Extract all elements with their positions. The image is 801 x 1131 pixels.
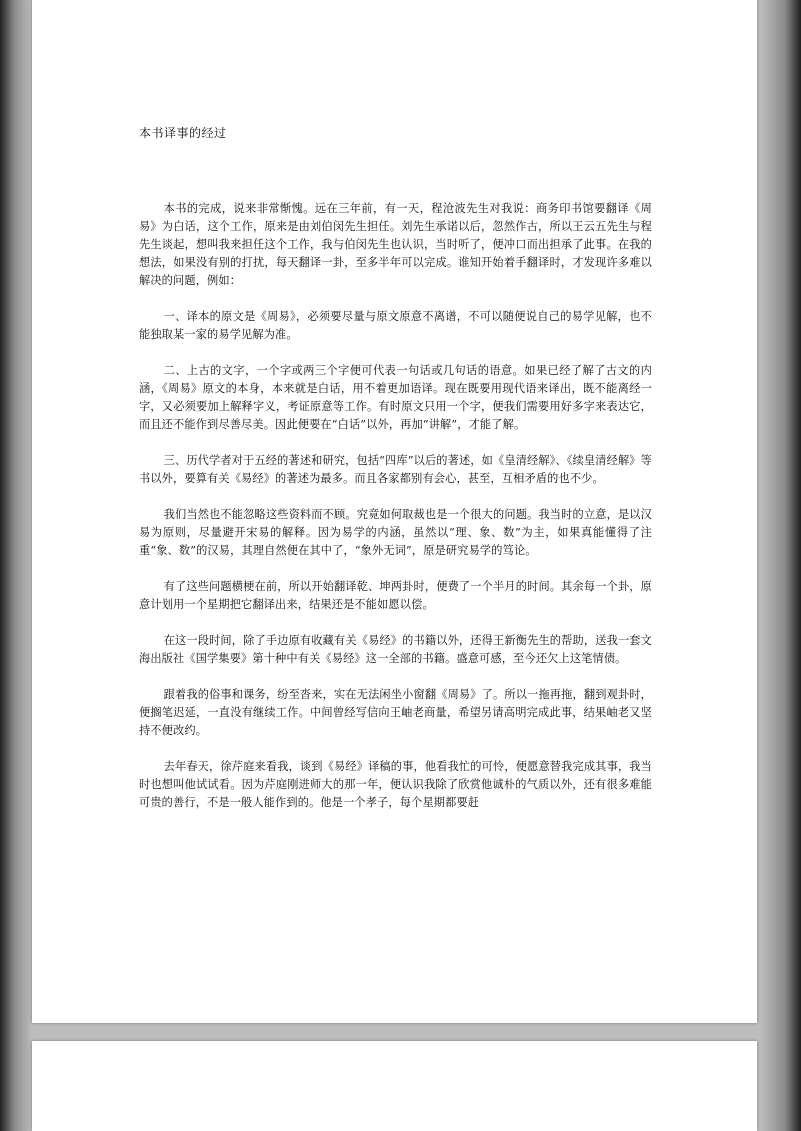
document-page-1 xyxy=(32,0,757,1023)
paragraph-2: 一、译本的原文是《周易》，必须要尽量与原文原意不离谱，不可以随便说自己的易学见解，也不能独取某一家的易学见解为准。 xyxy=(139,310,652,341)
paragraph-1: 本书的完成，说来非常惭愧。远在三年前，有一天，程沧波先生对我说：商务印书馆要翻译《周易》为白话，这个工作，原来是由刘伯闵先生担任。刘先生承诺以后，忽然作古，所以王云五先生与程先生谈起，想叫我来担任这个工作，我与伯闵先生也认识，当时听了，便冲口而出担承了此事。在我的想法，如果没有别的打扰，每天翻译一卦，至多半年可以完成。谁知开始着手翻译时，才发现许多难以解决的问题，例如： xyxy=(139,202,652,287)
paragraph-3: 二、上古的文字，一个字或两三个字便可代表一句话或几句话的语意。如果已经了解了古文的内涵，《周易》原文的本身，本来就是白话，用不着更加语译。现在既要用现代语来译出，既不能离经一字，又必须要加上解释字义，考证原意等工作。有时原文只用一个字，便我们需要用好多字来表达它，而且还不能作到尽善尽美。因此便要在“白话”以外，再加“讲解”，才能了解。 xyxy=(139,364,652,431)
document-body xyxy=(139,200,652,830)
paragraph-4: 三、历代学者对于五经的著述和研究，包括“四库”以后的著述，如《皇清经解》、《续皇清经解》等书以外，要算有关《易经》的著述为最多。而且各家都别有会心，甚至，互相矛盾的也不少。 xyxy=(139,454,652,485)
document-title: 本书译事的经过 xyxy=(139,126,227,140)
paragraph-5: 我们当然也不能忽略这些资料而不顾。究竟如何取裁也是一个很大的问题。我当时的立意，是以汉易为原则，尽量避开宋易的解释。因为易学的内涵，虽然以“理、象、数”为主，如果真能懂得了注重“象、数”的汉易，其理自然便在其中了，“象外无词”，原是研究易学的笃论。 xyxy=(139,508,652,557)
document-page-2 xyxy=(32,1041,757,1131)
paragraph-8: 跟着我的俗事和课务，纷至沓来，实在无法闲坐小窗翻《周易》了。所以一拖再拖，翻到观卦时，便搁笔迟延，一直没有继续工作。中间曾经写信向王岫老商量，希望另请高明完成此事，结果岫老又坚持不便改约。 xyxy=(139,688,652,737)
paragraph-6: 有了这些问题横梗在前，所以开始翻译乾、坤两卦时，便费了一个半月的时间。其余每一个卦，原意计划用一个星期把它翻译出来，结果还是不能如愿以偿。 xyxy=(139,580,652,611)
paragraph-7: 在这一段时间，除了手边原有收藏有关《易经》的书籍以外，还得王新衡先生的帮助，送我一套文海出版社《国学集要》第十种中有关《易经》这一全部的书籍。盛意可感，至今还欠上这笔情债。 xyxy=(139,634,652,665)
paragraph-9: 去年春天，徐芹庭来看我，谈到《易经》译稿的事，他看我忙的可怜，便愿意替我完成其事，我当时也想叫他试试看。因为芹庭刚进师大的那一年，便认识我除了欣赏他诚朴的气质以外，还有很多难能可贵的善行，不是一般人能作到的。他是一个孝子，每个星期都要赶 xyxy=(139,760,652,809)
